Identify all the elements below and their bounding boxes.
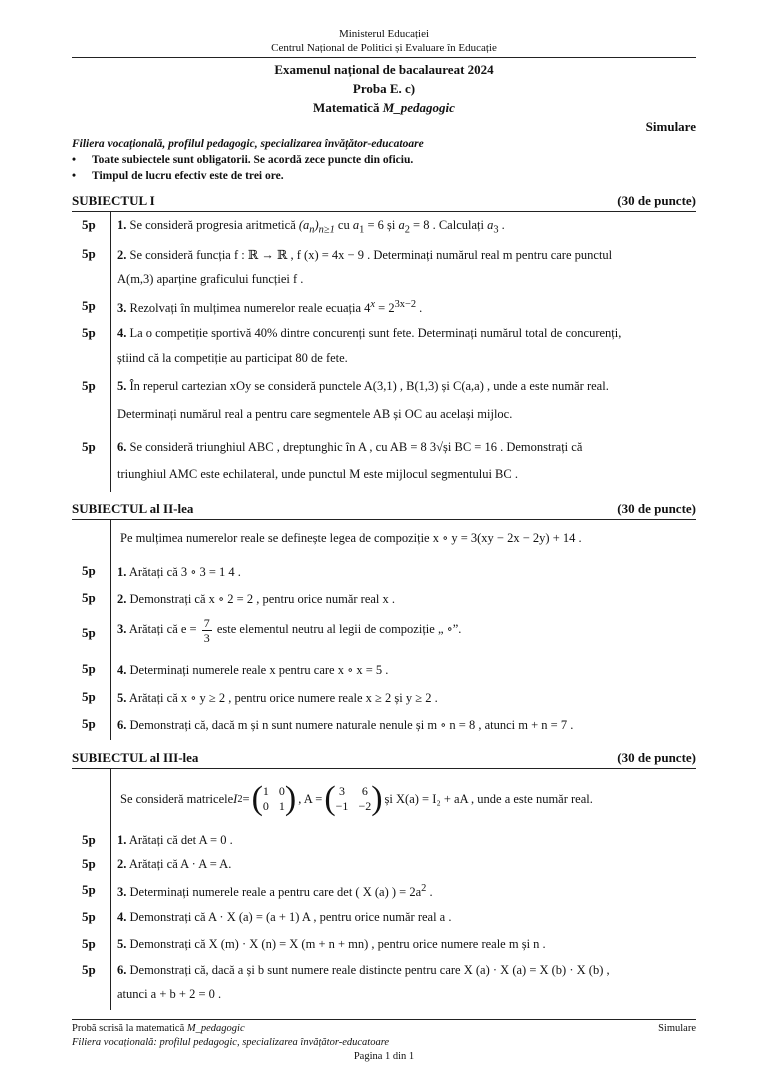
bullet-item: • Timpul de lucru efectiv este de trei ore. — [72, 170, 284, 182]
subject-1-vertical-rule — [110, 211, 111, 492]
ministry-name: Ministerul Educației — [338, 28, 430, 40]
bullet-item: • Toate subiectele sunt obligatorii. Se acordă zece puncte din oficiu. — [72, 154, 414, 166]
question-1-4-line1: 4. La o competiție sportivă 40% dintre concurenți sunt fete. Determinați numărul total de concurenți, — [117, 326, 622, 340]
subject-3-points: (30 de puncte) — [617, 750, 696, 765]
question-1-2-line2: A(m,3) aparține graficului funcției f . — [117, 272, 304, 286]
points-label: 5p — [82, 962, 96, 977]
footer-simulare: Simulare — [658, 1023, 696, 1034]
page-number: Pagina 1 din 1 — [353, 1051, 415, 1062]
question-2-4: 4. Determinați numerele reale x pentru care x ∘ x = 5 . — [117, 663, 389, 677]
question-3-6-line2: atunci a + b + 2 = 0 . — [117, 987, 222, 1001]
bullet-text: Timpul de lucru efectiv este de trei ore. — [92, 170, 284, 182]
question-2-3: 3. Arătați că e = $\frac{7}{3}$ este elementul neutru al legii de compoziție „ ∘”. — [117, 615, 462, 645]
points-label: 5p — [82, 936, 96, 951]
subject-2-points: (30 de puncte) — [617, 501, 696, 516]
bullet-text: Toate subiectele sunt obligatorii. Se acordă zece puncte din oficiu. — [92, 154, 414, 166]
question-3-6-line1: 6. Demonstrați că, dacă a și b sunt numere reale distincte pentru care X (a) · X (a) = X (b) · X (b) , — [117, 963, 610, 977]
question-1-4-line2: știind că la competiție au participat 80 de fete. — [117, 351, 348, 365]
subject-2-title: SUBIECTUL al II-lea — [72, 501, 194, 516]
filiera-text: Filiera vocațională, profilul pedagogic, specializarea învățător-educatoare — [72, 138, 424, 150]
question-1-3: 3. Rezolvați în mulțimea numerelor reale ecuația $4^x = 2^{3x-2}$ . — [117, 299, 423, 316]
question-1-5-line2: Determinați numărul real a pentru care segmentele AB și OC au același mijloc. — [117, 407, 513, 421]
question-1-1: 1. Se consideră progresia aritmetică $(a_n)_{n\ge 1}$ cu $a_1 = 6$ și $a_2 = 8$ . Calculați $a_3$ . — [117, 218, 505, 236]
points-label: 5p — [82, 378, 96, 393]
subject-3-vertical-rule — [110, 768, 111, 1010]
question-3-4: 4. Demonstrați că A · X (a) = (a + 1) A , pentru orice număr real a . — [117, 910, 452, 924]
points-label: 5p — [82, 661, 96, 676]
subject-2-divider — [72, 519, 696, 520]
proba-title: Proba E. c) — [352, 81, 416, 96]
points-label: 5p — [82, 246, 96, 261]
question-2-5: 5. Arătați că x ∘ y ≥ 2 , pentru orice numere reale x ≥ 2 și y ≥ 2 . — [117, 691, 438, 705]
exam-title: Examenul național de bacalaureat 2024 — [274, 62, 494, 77]
subject-title — [0, 100, 768, 116]
question-2-6: 6. Demonstrați că, dacă m și n sunt numere naturale nenule și m ∘ n = 8 , atunci m + n = 7 . — [117, 718, 574, 732]
question-2-2: 2. Demonstrați că x ∘ 2 = 2 , pentru orice număr real x . — [117, 592, 396, 606]
points-label: 5p — [82, 298, 96, 313]
points-label: 5p — [82, 832, 96, 847]
subject-2-vertical-rule — [110, 519, 111, 740]
question-1-6-line1: 6. Se consideră triunghiul ABC , dreptunghic în A , cu AB = 8 3√și BC = 16 . Demonstrați că — [117, 440, 583, 454]
matrix-a: ( 3 6 −1 −2 ) — [324, 780, 383, 817]
points-label: 5p — [82, 625, 96, 640]
points-label: 5p — [82, 882, 96, 897]
subject-3-title: SUBIECTUL al III-lea — [72, 750, 199, 765]
footer-divider — [72, 1019, 696, 1020]
fraction: $\frac{7}{3}$ — [203, 615, 210, 645]
points-label: 5p — [82, 909, 96, 924]
question-1-5-line1: 5. În reperul cartezian xOy se consideră punctele A(3,1) , B(1,3) și C(a,a) , unde a este număr real. — [117, 379, 609, 393]
question-3-3: 3. Determinați numerele reale a pentru care det ( X (a) ) = $2a^2$ . — [117, 883, 433, 900]
question-1-6-line2: triunghiul AMC este echilateral, unde punctul M este mijlocul segmentului BC . — [117, 467, 518, 481]
subject-2-intro: Pe mulțimea numerelor reale se definește legea de compoziție x ∘ y = 3(xy − 2x − 2y) + 14 . — [120, 531, 582, 545]
question-1-2-line1: 2. Se consideră funcția f : ℝ → ℝ , f (x) = 4x − 9 . Determinați numărul real m pentru care punctul — [117, 248, 613, 262]
question-3-1: 1. Arătați că det A = 0 . — [117, 833, 233, 847]
subject-name: M_pedagogic — [382, 100, 455, 115]
footer-line-1: Probă scrisă la matematică M_pedagogic — [72, 1023, 245, 1034]
points-label: 5p — [82, 716, 96, 731]
points-label: 5p — [82, 856, 96, 871]
subject-1-divider — [72, 211, 696, 212]
question-3-5: 5. Demonstrați că X (m) · X (n) = X (m + n + mn) , pentru orice numere reale m și n . — [117, 937, 546, 951]
subject-3-intro: Se consideră matricele I 2 = ( 1 0 0 1 ) , A = ( 3 6 −1 −2 ) și X(a) = I₂ + aA , unde a este număr real. — [120, 780, 593, 817]
simulare-label: Simulare — [645, 119, 696, 134]
question-3-2: 2. Arătați că A · A = A. — [117, 857, 232, 871]
center-name: Centrul Național de Politici și Evaluare în Educație — [271, 42, 497, 54]
matrix-i2: ( 1 0 0 1 ) — [251, 780, 297, 817]
points-label: 5p — [82, 217, 96, 232]
points-label: 5p — [82, 325, 96, 340]
subject-1-points: (30 de puncte) — [617, 193, 696, 208]
question-2-1: 1. Arătați că 3 ∘ 3 = 1 4 . — [117, 565, 241, 579]
header-divider — [72, 57, 696, 58]
subject-3-divider — [72, 768, 696, 769]
footer-line-2: Filiera vocațională: profilul pedagogic, specializarea învățător-educatoare — [72, 1037, 390, 1048]
points-label: 5p — [82, 689, 96, 704]
subject-prefix: Matematică — [313, 100, 383, 115]
points-label: 5p — [82, 590, 96, 605]
points-label: 5p — [82, 439, 96, 454]
points-label: 5p — [82, 563, 96, 578]
subject-1-title: SUBIECTUL I — [72, 193, 155, 208]
